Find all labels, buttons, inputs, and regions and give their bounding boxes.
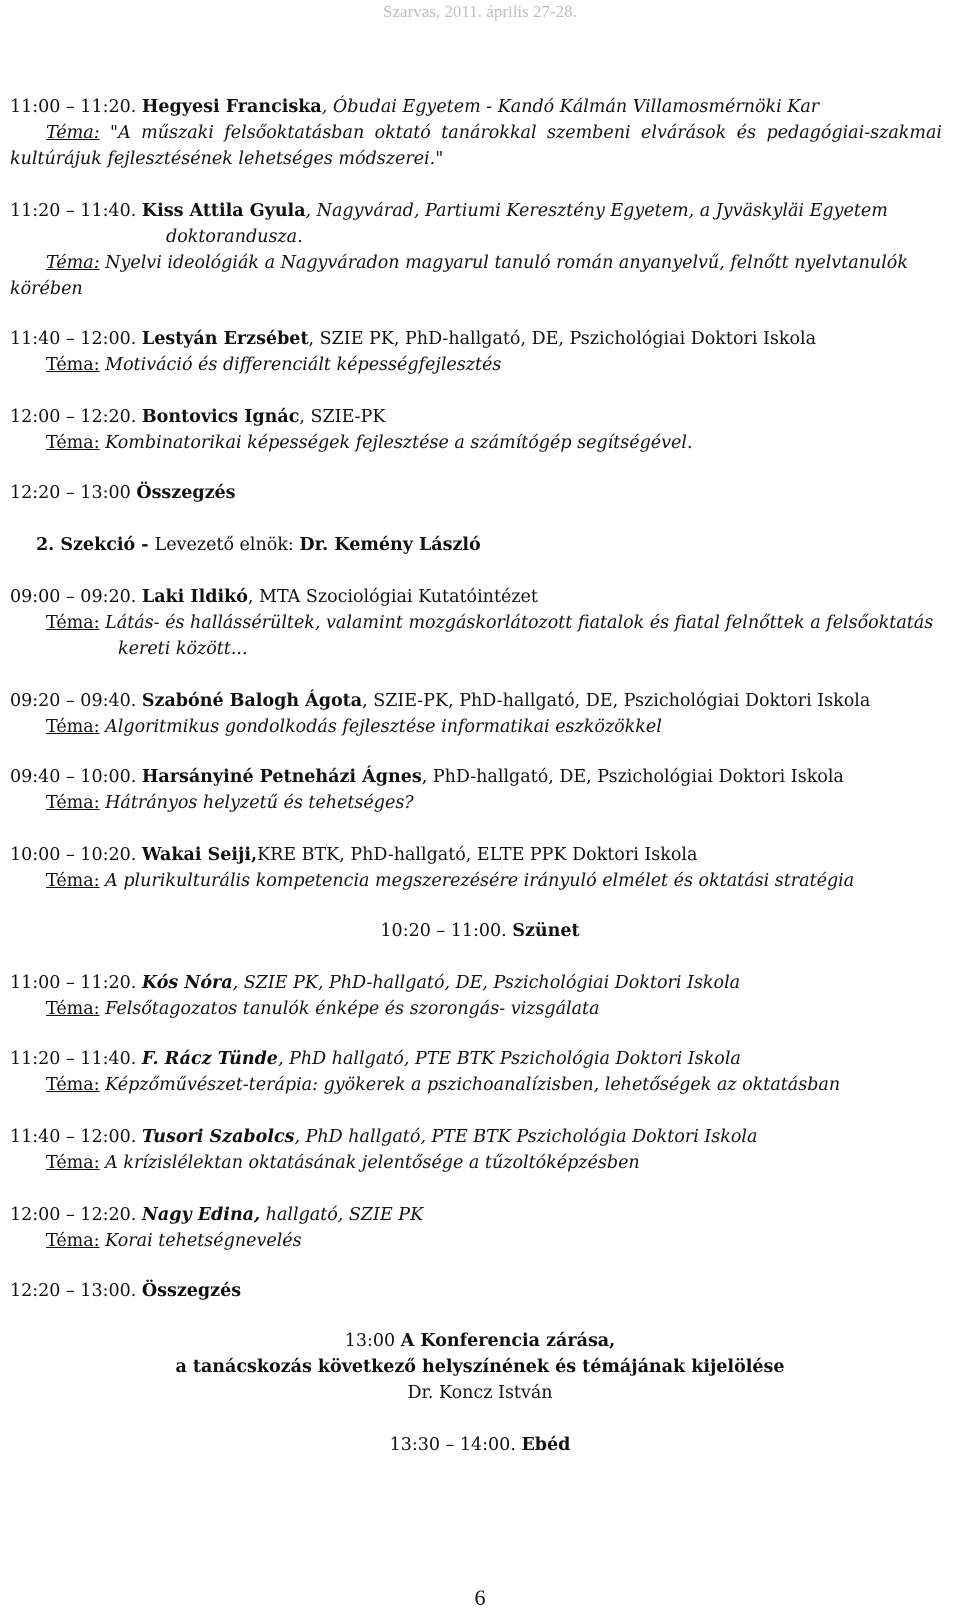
program-item [10, 688, 942, 740]
speaker-name: Lestyán Erzsébet [141, 329, 309, 349]
speaker-affiliation: KRE BTK, PhD-hallgató, ELTE PPK Doktori Iskola [257, 845, 698, 865]
section-heading [10, 532, 942, 558]
break-item [0, 918, 960, 944]
tema-text: Felsőtagozatos tanulók énképe és szorongás- vizsgálata [99, 999, 600, 1019]
time-slot: 12:00 – 12:20. [10, 1205, 137, 1225]
page-header: Szarvas, 2011. április 27-28. [383, 2, 577, 21]
tema-text: Nyelvi ideológiák a Nagyváradon magyarul tanuló román anyanyelvű, felnőtt nyelvtanulók körében [10, 253, 908, 299]
program-item [10, 1278, 942, 1304]
time-slot: 11:40 – 12:00. [10, 1127, 137, 1147]
tema-text: Motiváció és differenciált képességfejlesztés [99, 355, 502, 375]
tema-label: Téma: [46, 355, 100, 375]
closing-item [0, 1328, 960, 1406]
tema-text: A plurikulturális kompetencia megszerezésére irányuló elmélet és oktatási stratégia [99, 871, 855, 891]
tema-text: "A műszaki felsőoktatásban oktató tanárokkal szembeni elvárások és pedagógiai-szakmai kultúrájuk fejlesztésének lehetséges módszerei." [10, 123, 942, 169]
summary-label: Összegzés [141, 1281, 242, 1301]
time-slot: 11:20 – 11:40. [10, 201, 137, 221]
program-item [10, 94, 942, 172]
lunch-item [0, 1432, 960, 1458]
speaker-name: Tusori Szabolcs [141, 1127, 295, 1147]
speaker-name: F. Rácz Tünde [141, 1049, 278, 1069]
time-slot: 13:00 [344, 1331, 396, 1351]
tema-label: Téma: [46, 613, 100, 633]
time-slot: 10:20 – 11:00. [380, 921, 507, 941]
speaker-affiliation: , PhD hallgató, PTE BTK Pszichológia Doktori Iskola [277, 1049, 741, 1069]
closing-person: Dr. Koncz István [407, 1383, 553, 1403]
tema-text: Látás- és hallássérültek, valamint mozgáskorlátozott fiatalok és fiatal felnőttek a felsőoktatás [99, 613, 934, 633]
tema-text: Korai tehetségnevelés [99, 1231, 302, 1251]
tema-label: Téma: [46, 253, 100, 273]
tema-text: Kombinatorikai képességek fejlesztése a számítógép segítségével. [99, 433, 693, 453]
speaker-name: Harsányiné Petneházi Ágnes [141, 767, 422, 787]
speaker-affiliation: , Óbudai Egyetem - Kandó Kálmán Villamosmérnöki Kar [321, 97, 820, 117]
lunch-label: Ebéd [521, 1435, 571, 1455]
time-slot: 09:00 – 09:20. [10, 587, 137, 607]
time-slot: 13:30 – 14:00. [389, 1435, 516, 1455]
speaker-affiliation: , SZIE PK, PhD-hallgató, DE, Pszichológiai Doktori Iskola [232, 973, 741, 993]
program-item [10, 404, 942, 456]
tema-label: Téma: [46, 1231, 100, 1251]
tema-text: Képzőművészet-terápia: gyökerek a pszichoanalízisben, lehetőségek az oktatásban [99, 1075, 841, 1095]
time-slot: 09:20 – 09:40. [10, 691, 137, 711]
program-item [10, 1124, 942, 1176]
speaker-affiliation: , PhD hallgató, PTE BTK Pszichológia Doktori Iskola [294, 1127, 758, 1147]
program-item [10, 1046, 942, 1098]
section-number: 2. Szekció - [36, 535, 155, 555]
time-slot: 12:00 – 12:20. [10, 407, 137, 427]
time-slot: 10:00 – 10:20. [10, 845, 137, 865]
program-item [10, 842, 942, 894]
program-item [10, 480, 942, 506]
speaker-affiliation: , SZIE PK, PhD-hallgató, DE, Pszichológiai Doktori Iskola [308, 329, 817, 349]
closing-title: A Konferencia zárása, [400, 1331, 616, 1351]
speaker-affiliation: , Nagyvárad, Partiumi Keresztény Egyetem, a Jyväskyläi Egyetem [305, 201, 888, 221]
tema-text-cont: kereti között... [118, 639, 248, 659]
tema-label: Téma: [46, 433, 100, 453]
tema-label: Téma: [46, 999, 100, 1019]
speaker-name: Kós Nóra [141, 973, 233, 993]
time-slot: 12:20 – 13:00. [10, 1281, 137, 1301]
tema-text: Algoritmikus gondolkodás fejlesztése informatikai eszközökkel [99, 717, 662, 737]
speaker-affiliation: , PhD-hallgató, DE, Pszichológiai Doktori Iskola [421, 767, 844, 787]
time-slot: 11:20 – 11:40. [10, 1049, 137, 1069]
speaker-name: Kiss Attila Gyula [141, 201, 306, 221]
time-slot: 11:00 – 11:20. [10, 97, 137, 117]
time-slot: 11:00 – 11:20. [10, 973, 137, 993]
tema-label: Téma: [46, 871, 100, 891]
tema-label: Téma: [46, 717, 100, 737]
program-item [10, 970, 942, 1022]
speaker-name: Nagy Edina, [141, 1205, 261, 1225]
break-label: Szünet [512, 921, 580, 941]
speaker-affiliation: , SZIE-PK [299, 407, 386, 427]
closing-subtitle: a tanácskozás következő helyszínének és témájának kijelölése [175, 1357, 785, 1377]
speaker-affiliation: hallgató, SZIE PK [260, 1205, 424, 1225]
speaker-name: Szabóné Balogh Ágota [141, 691, 363, 711]
program-item [10, 1202, 942, 1254]
speaker-name: Bontovics Ignác [141, 407, 300, 427]
speaker-name: Laki Ildikó [141, 587, 248, 607]
speaker-affiliation-cont: doktorandusza. [166, 227, 303, 247]
speaker-name: Wakai Seiji, [141, 845, 258, 865]
program-item [10, 764, 942, 816]
section-lead: Levezető elnök: [154, 535, 300, 555]
program-item [10, 584, 942, 662]
tema-label: Téma: [46, 1153, 100, 1173]
tema-text: A krízislélektan oktatásának jelentősége a tűzoltóképzésben [99, 1153, 640, 1173]
speaker-affiliation: , SZIE-PK, PhD-hallgató, DE, Pszichológiai Doktori Iskola [362, 691, 871, 711]
page-number: 6 [474, 1585, 486, 1610]
tema-label: Téma: [46, 1075, 100, 1095]
section-chair: Dr. Kemény László [299, 535, 481, 555]
time-slot: 11:40 – 12:00. [10, 329, 137, 349]
time-slot: 09:40 – 10:00. [10, 767, 137, 787]
speaker-affiliation: , MTA Szociológiai Kutatóintézet [247, 587, 538, 607]
tema-label: Téma: [46, 123, 100, 143]
time-slot: 12:20 – 13:00 [10, 483, 131, 503]
program-item [10, 198, 942, 302]
tema-text: Hátrányos helyzetű és tehetséges? [99, 793, 414, 813]
summary-label: Összegzés [136, 483, 236, 503]
tema-label: Téma: [46, 793, 100, 813]
program-item [10, 326, 942, 378]
speaker-name: Hegyesi Franciska [141, 97, 322, 117]
